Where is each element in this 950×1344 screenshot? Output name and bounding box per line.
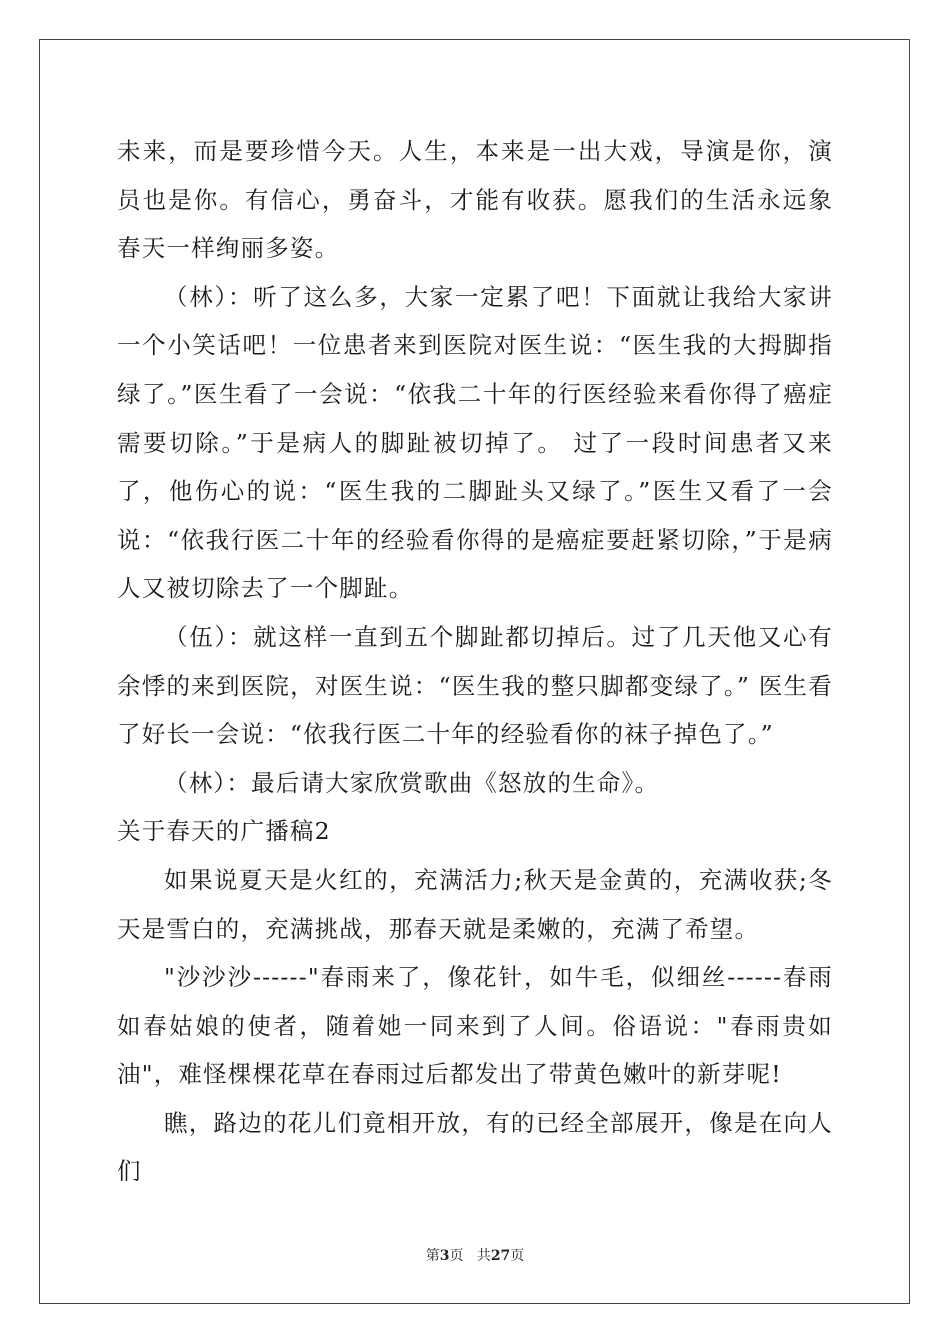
paragraph-3: （伍）：就这样一直到五个脚趾都切掉后。过了几天他又心有余悸的来到医院，对医生说：“医生我的整只脚都变绿了。” 医生看了好长一会说：“依我行医二十年的经验看你的袜子掉色了。”	[117, 622, 833, 749]
section-title: 关于春天的广播稿2	[117, 817, 331, 846]
section-paragraph-2: "沙沙沙------"春雨来了，像花针，如牛毛，似细丝------春雨如春姑娘的使者，随着她一同来到了人间。俗语说："春雨贵如油"，难怪棵棵花草在春雨过后都发出了带黄色嫩叶的新芽呢!	[117, 963, 833, 1089]
section-paragraph-1: 如果说夏天是火红的，充满活力;秋天是金黄的，充满收获;冬天是雪白的，充满挑战，那春天就是柔嫩的，充满了希望。	[117, 865, 833, 943]
footer-page-suffix: 页	[449, 1248, 464, 1264]
document-body	[117, 127, 833, 1196]
paragraph-1: 未来，而是要珍惜今天。人生，本来是一出大戏，导演是你，演员也是你。有信心，勇奋斗，才能有收获。愿我们的生活永远象春天一样绚丽多姿。	[117, 137, 833, 263]
page-footer	[0, 1247, 950, 1265]
footer-total-prefix: 共	[476, 1248, 491, 1264]
footer-page-number: 3	[439, 1248, 450, 1264]
section-paragraph-3: 瞧，路边的花儿们竟相开放，有的已经全部展开，像是在向人们	[117, 1108, 833, 1186]
paragraph-2: （林）：听了这么多，大家一定累了吧！下面就让我给大家讲一个小笑话吧！一位患者来到医院对医生说：“医生我的大拇脚指绿了。”医生看了一会说：“依我二十年的行医经验来看你得了癌症需要切除。”于是病人的脚趾被切掉了。 过了一段时间患者又来了，他伤心的说：“医生我的二脚趾头又绿了。”医生又看了一会说：“依我行医二十年的经验看你得的是癌症要赶紧切除，”于是病人又被切除去了一个脚趾。	[117, 282, 833, 603]
footer-prefix: 第	[425, 1248, 440, 1264]
footer-total-pages: 27	[490, 1248, 511, 1264]
paragraph-4: （林）：最后请大家欣赏歌曲《怒放的生命》。	[164, 768, 660, 797]
footer-total-suffix: 页	[510, 1248, 525, 1264]
